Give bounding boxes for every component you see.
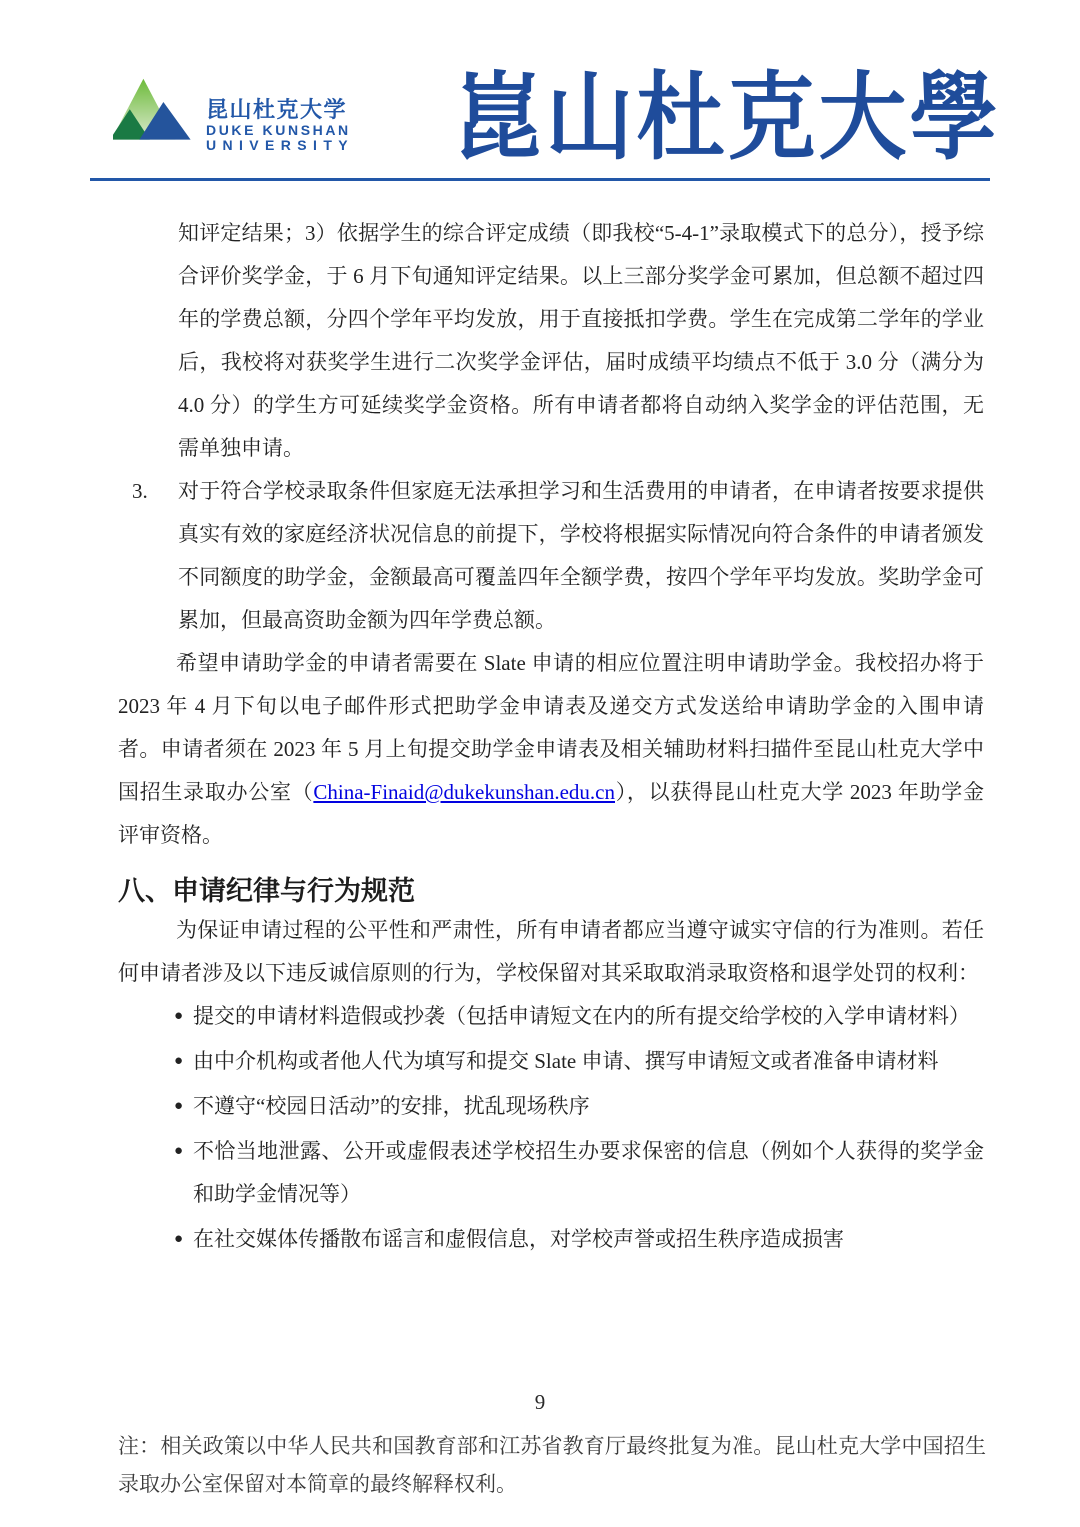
- violation-list-item: [118, 1040, 984, 1083]
- logo-cn-name: 昆山杜克大学: [206, 97, 348, 122]
- bullet-icon: ●: [174, 1053, 184, 1069]
- page-body: [118, 212, 984, 1263]
- section-heading-discipline: 八、申请纪律与行为规范: [118, 876, 415, 906]
- list-item-text: 对于符合学校录取条件但家庭无法承担学习和生活费用的申请者，在申请者按要求提供真实有效的家庭经济状况信息的前提下，学校将根据实际情况向符合条件的申请者颁发不同额度的助学金，金额最高可覆盖四年全额学费，按四个学年平均发放。奖助学金可累加，但最高资助金额为四年学费总额。: [178, 479, 984, 632]
- bullet-icon: ●: [174, 1143, 184, 1159]
- violation-list-item: [118, 1085, 984, 1128]
- logo-en-name-line1: DUKE KUNSHAN: [206, 121, 351, 138]
- violation-text: 不恰当地泄露、公开或虚假表述学校招生办要求保密的信息（例如个人获得的奖学金和助学金情况等）: [193, 1139, 984, 1206]
- finaid-application-paragraph: [118, 642, 984, 857]
- logo-text: [206, 98, 354, 154]
- financial-aid-list-item: [118, 470, 984, 642]
- violation-text: 提交的申请材料造假或抄袭（包括申请短文在内的所有提交给学校的入学申请材料）: [193, 1004, 970, 1028]
- finaid-paragraph-pre: 希望申请助学金的申请者需要在 Slate 申请的相应位置注明申请助学金。我校招办将于 2023 年 4 月下旬以电子邮件形式把助学金申请表及递交方式发送给申请助学金的入围申请者。申请者须在 2023 年 5 月上旬提交助学金申请表及相关辅助材料扫描件至昆山杜克大学中国招生录取办公室（: [118, 651, 984, 804]
- header-divider: [90, 178, 990, 181]
- logo-en-name-line2: UNIVERSITY: [206, 137, 355, 154]
- mountain-logo-icon: [113, 76, 193, 152]
- violation-text: 不遵守“校园日活动”的安排，扰乱现场秩序: [193, 1094, 590, 1118]
- violation-text: 在社交媒体传播散布谣言和虚假信息，对学校声誉或招生秩序造成损害: [193, 1227, 844, 1251]
- discipline-intro-paragraph: 为保证申请过程的公平性和严肃性，所有申请者都应当遵守诚实守信的行为准则。若任何申请者涉及以下违反诚信原则的行为，学校保留对其采取取消录取资格和退学处罚的权利：: [118, 918, 984, 985]
- footer-note: 注：相关政策以中华人民共和国教育部和江苏省教育厅最终批复为准。昆山杜克大学中国招生录取办公室保留对本简章的最终解释权利。: [118, 1435, 986, 1496]
- violation-list-item: [118, 1130, 984, 1216]
- violation-list-item: [118, 1218, 984, 1261]
- finaid-paragraph-post: ），以获得昆山杜克大学 2023 年助学金评审资格。: [118, 780, 985, 847]
- list-number: 3.: [132, 479, 148, 503]
- bullet-icon: ●: [174, 1098, 184, 1114]
- bullet-icon: ●: [174, 1231, 184, 1247]
- violation-text: 由中介机构或者他人代为填写和提交 Slate 申请、撰写申请短文或者准备申请材料: [193, 1049, 939, 1073]
- bullet-icon: ●: [174, 1008, 184, 1024]
- scholarship-paragraph-continuation: 知评定结果；3）依据学生的综合评定成绩（即我校“5-4-1”录取模式下的总分），授予综合评价奖学金，于 6 月下旬通知评定结果。以上三部分奖学金可累加，但总额不超过四年的学费总额，分四个学年平均发放，用于直接抵扣学费。学生在完成第二学年的学业后，我校将对获奖学生进行二次奖学金评估，届时成绩平均绩点不低于 3.0 分（满分为 4.0 分）的学生方可延续奖学金资格。所有申请者都将自动纳入奖学金的评估范围，无需单独申请。: [178, 221, 984, 460]
- university-logo: [113, 76, 354, 154]
- violation-list-item: [118, 995, 984, 1038]
- calligraphy-title: 崑山杜克大學: [454, 66, 1001, 172]
- violation-list: [118, 995, 984, 1261]
- finaid-email-link[interactable]: China-Finaid@dukekunshan.edu.cn: [313, 780, 615, 804]
- page-number: 9: [534, 1390, 546, 1414]
